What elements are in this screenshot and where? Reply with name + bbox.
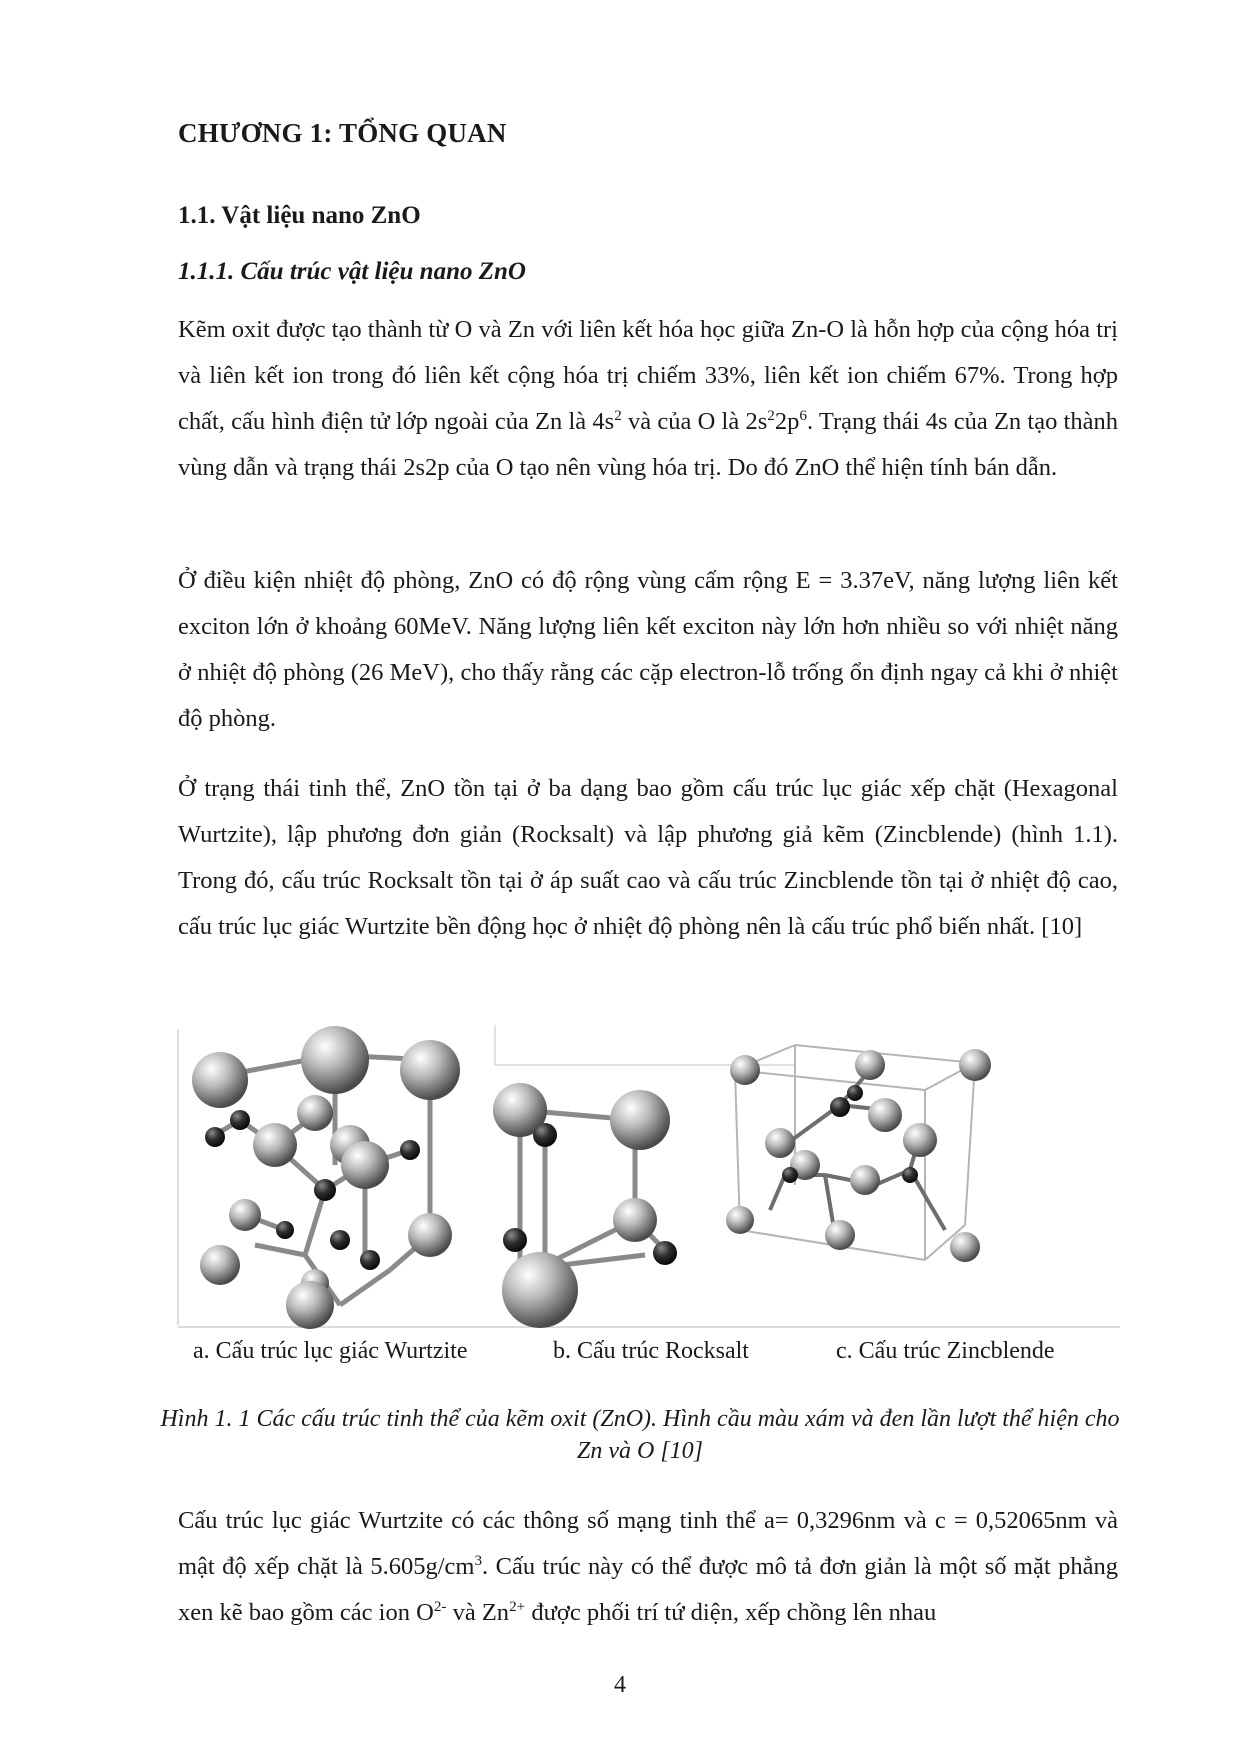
figure-caption: Hình 1. 1 Các cấu trúc tinh thể của kẽm oxit (ZnO). Hình cầu màu xám và đen lần lượt thể hiện cho Zn và O [10] bbox=[160, 1406, 1120, 1464]
paragraph-1: Kẽm oxit được tạo thành từ O và Zn với liên kết hóa học giữa Zn-O là hỗn hợp của cộng hóa trị và liên kết ion trong đó liên kết cộng hóa trị chiếm 33%, liên kết ion chiếm 67%. Trong hợp chất, cấu hình điện tử lớp ngoài của Zn là $4s^2$ và của O là $2s^22p^6$. Trạng thái 4s của Zn tạo thành vùng dẫn và trạng thái 2s2p của O tạo nên vùng hóa trị. Do đó ZnO thể hiện tính bán dẫn. bbox=[178, 316, 1118, 481]
paragraph-2: Ở điều kiện nhiệt độ phòng, ZnO có độ rộng vùng cấm rộng E = 3.37eV, năng lượng liên kết exciton lớn ở khoảng 60MeV. Năng lượng liên kết exciton này lớn hơn nhiều so với nhiệt năng ở nhiệt độ phòng (26 MeV), cho thấy rằng các cặp electron-lỗ trống ổn định ngay cả khi ở nhiệt độ phòng. bbox=[178, 567, 1118, 732]
figure-label-a: a. Cấu trúc lục giác Wurtzite bbox=[193, 1338, 468, 1364]
chapter-title: CHƯƠNG 1: TỔNG QUAN bbox=[178, 118, 507, 148]
paragraph-4: Cấu trúc lục giác Wurtzite có các thông số mạng tinh thể a= 0,3296nm và c = 0,52065nm và mật độ xếp chặt là $5.605g/cm^3$. Cấu trúc này có thể được mô tả đơn giản là một số mặt phẳng xen kẽ bao gồm các ion $O^{2-}$ và $Zn^{2+}$ được phối trí tứ diện, xếp chồng lên nhau bbox=[178, 1507, 1118, 1626]
paragraph-3: Ở trạng thái tinh thể, ZnO tồn tại ở ba dạng bao gồm cấu trúc lục giác xếp chặt (Hexagonal Wurtzite), lập phương đơn giản (Rocksalt) và lập phương giả kẽm (Zincblende) (hình 1.1). Trong đó, cấu trúc Rocksalt tồn tại ở áp suất cao và cấu trúc Zincblende tồn tại ở nhiệt độ cao, cấu trúc lục giác Wurtzite bền động học ở nhiệt độ phòng nên là cấu trúc phổ biến nhất. [10] bbox=[178, 775, 1118, 940]
section-title: 1.1. Vật liệu nano ZnO bbox=[178, 202, 421, 229]
page-number: 4 bbox=[614, 1672, 626, 1698]
figure-label-b: b. Cấu trúc Rocksalt bbox=[553, 1338, 749, 1364]
subsection-title: 1.1.1. Cấu trúc vật liệu nano ZnO bbox=[178, 258, 526, 285]
figure-label-c: c. Cấu trúc Zincblende bbox=[836, 1338, 1055, 1364]
